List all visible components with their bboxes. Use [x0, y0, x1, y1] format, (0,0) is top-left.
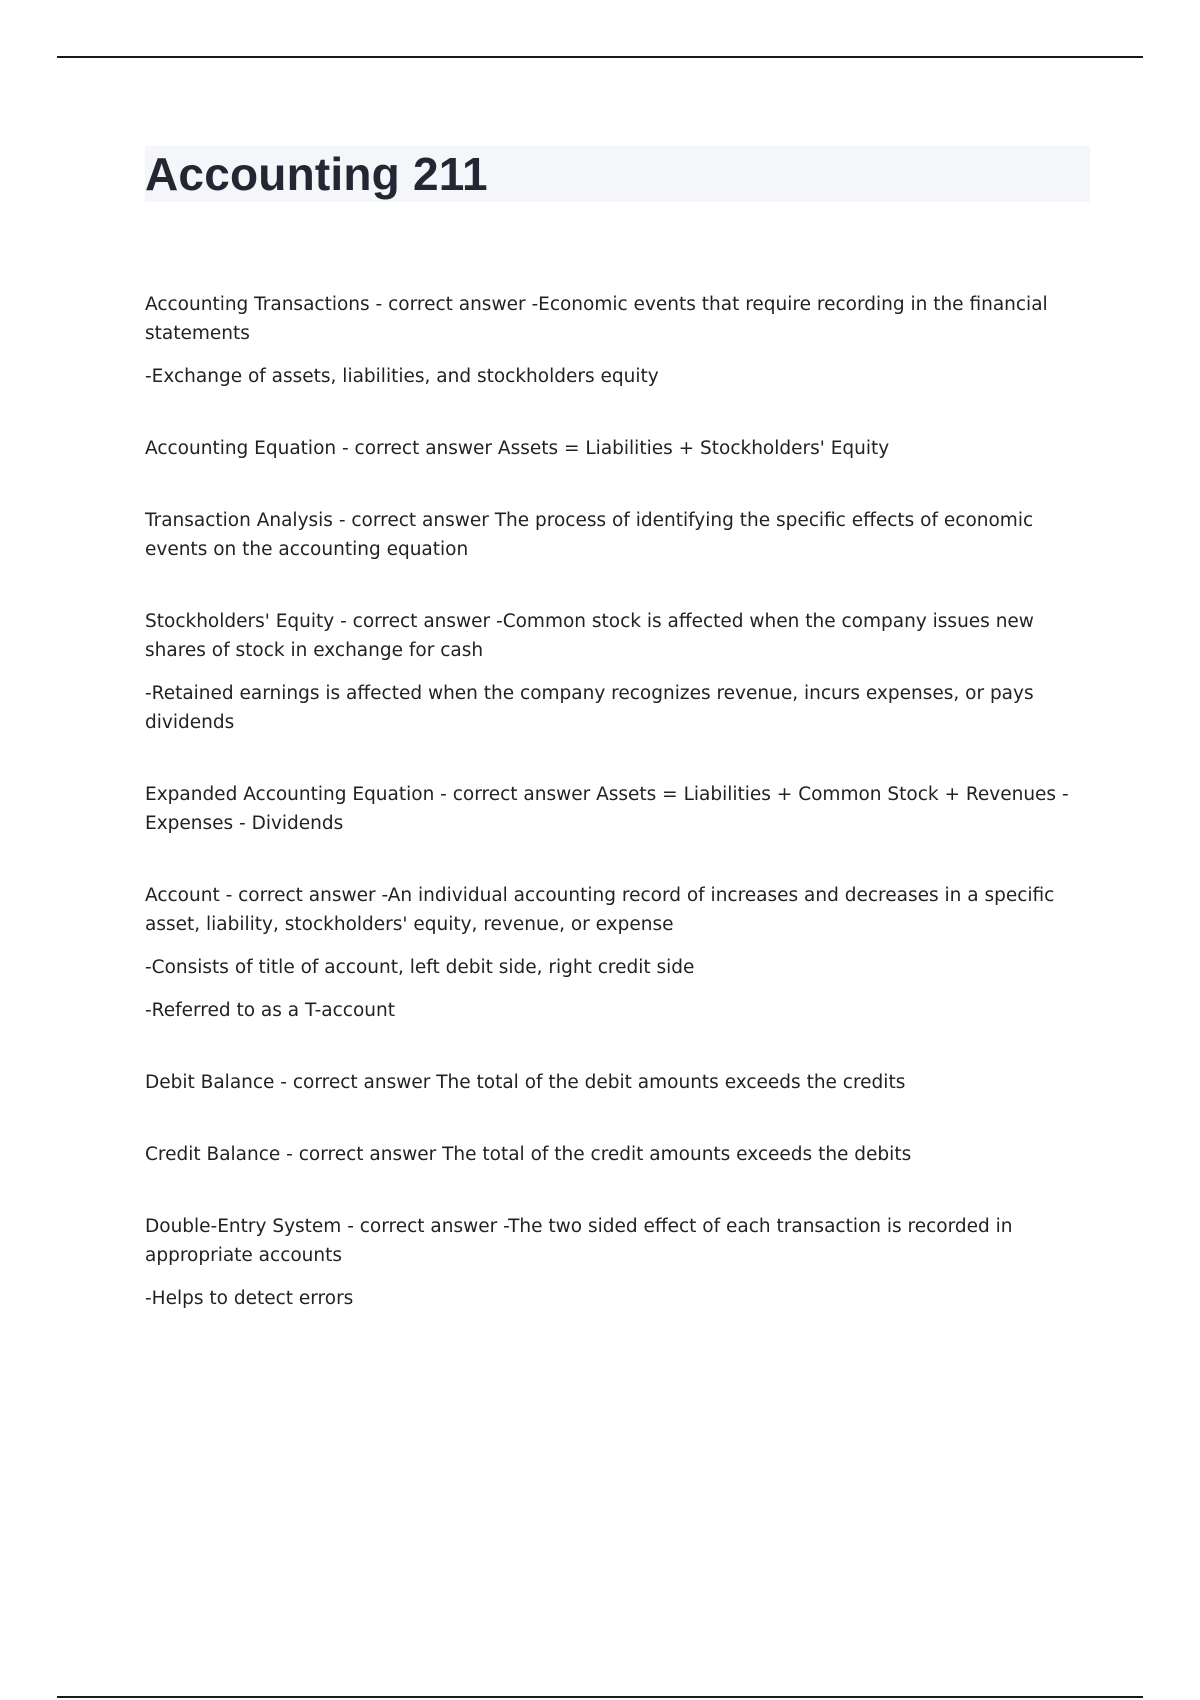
flashcard-list — [145, 290, 1090, 1356]
entry-credit-balance — [145, 1140, 1090, 1169]
entry-accounting-equation — [145, 434, 1090, 463]
entry-text: Accounting Equation - correct answer Assets = Liabilities + Stockholders' Equity — [145, 438, 890, 459]
entry-stockholders-equity — [145, 607, 1090, 737]
top-rule — [57, 56, 1143, 58]
entry-text: -Retained earnings is affected when the company recognizes revenue, incurs expenses, or pays dividends — [145, 683, 1034, 733]
entry-text: Accounting Transactions - correct answer -Economic events that require recording in the financial statements — [145, 294, 1048, 344]
entry-expanded-accounting-equation — [145, 780, 1090, 838]
entry-text: Account - correct answer -An individual accounting record of increases and decreases in a specific asset, liability, stockholders' equity, revenue, or expense — [145, 885, 1055, 935]
entry-text: -Referred to as a T-account — [145, 1000, 395, 1021]
entry-text: Credit Balance - correct answer The total of the credit amounts exceeds the debits — [145, 1144, 912, 1165]
entry-text: -Consists of title of account, left debit side, right credit side — [145, 957, 695, 978]
entry-double-entry-system — [145, 1212, 1090, 1313]
entry-accounting-transactions — [145, 290, 1090, 391]
entry-text: Double-Entry System - correct answer -The two sided effect of each transaction is recorded in appropriate accounts — [145, 1216, 1013, 1266]
entry-transaction-analysis — [145, 506, 1090, 564]
entry-text: -Exchange of assets, liabilities, and stockholders equity — [145, 366, 659, 387]
entry-text: -Helps to detect errors — [145, 1288, 354, 1309]
bottom-rule — [57, 1696, 1143, 1698]
page-title: Accounting 211 — [145, 148, 488, 200]
entry-text: Transaction Analysis - correct answer The process of identifying the specific effects of economic events on the accounting equation — [145, 510, 1034, 560]
entry-debit-balance — [145, 1068, 1090, 1097]
entry-text: Debit Balance - correct answer The total of the debit amounts exceeds the credits — [145, 1072, 906, 1093]
entry-text: Stockholders' Equity - correct answer -Common stock is affected when the company issues new shares of stock in exchange for cash — [145, 611, 1034, 661]
entry-account — [145, 881, 1090, 1025]
entry-text: Expanded Accounting Equation - correct answer Assets = Liabilities + Common Stock + Revenues - Expenses - Dividends — [145, 784, 1069, 834]
